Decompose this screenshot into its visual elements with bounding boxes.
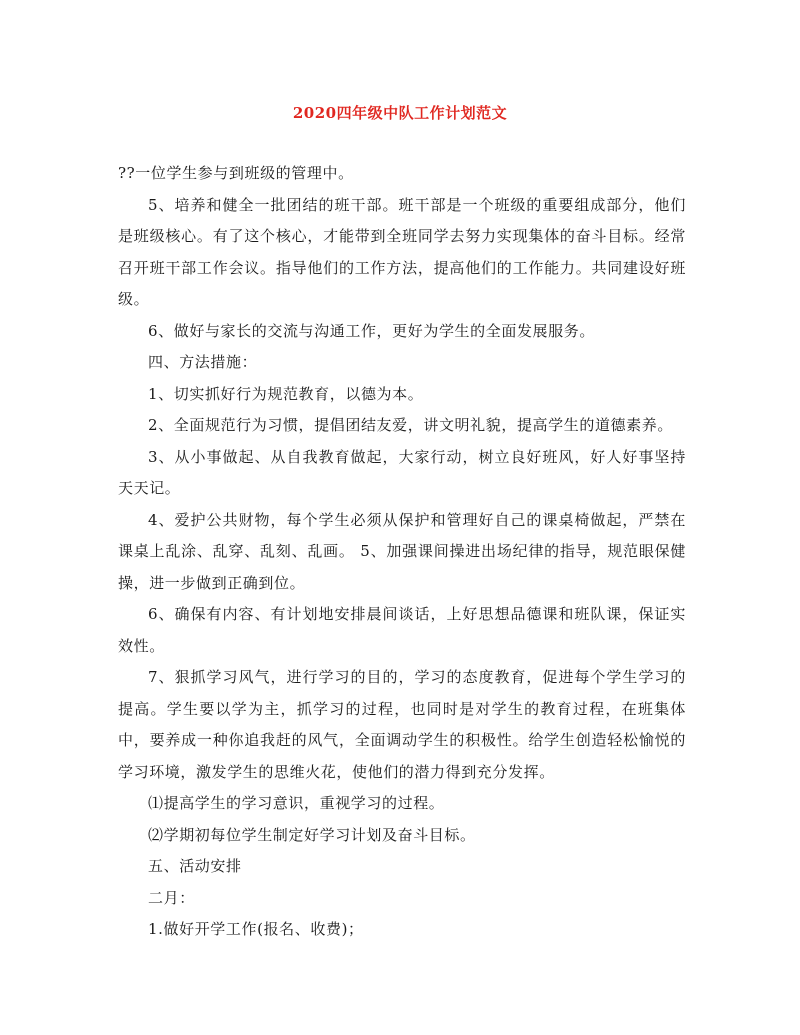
document-title: 2020四年级中队工作计划范文 [292,104,508,122]
document-body [118,158,686,946]
paragraph: 3、从小事做起、从自我教育做起，大家行动，树立良好班风，好人好事坚持天天记。 [118,447,686,497]
paragraph: ⑴提高学生的学习意识，重视学习的过程。 [148,794,445,812]
paragraph: 二月： [148,888,195,907]
paragraph: 1、切实抓好行为规范教育，以德为本。 [148,384,424,403]
paragraph: 6、确保有内容、有计划地安排晨间谈话，上好思想品德课和班队课，保证实效性。 [118,605,686,655]
paragraph: 6、做好与家长的交流与沟通工作，更好为学生的全面发展服务。 [148,321,595,340]
paragraph: 1.做好开学工作(报名、收费)； [148,920,364,938]
paragraph: 4、爱护公共财物，每个学生必须从保护和管理好自己的课桌椅做起，严禁在课桌上乱涂、乱穿、乱刻、乱画。 5、加强课间操进出场纪律的指导，规范眼保健操，进一步做到正确到位。 [118,510,686,592]
paragraph: 7、狠抓学习风气，进行学习的目的，学习的态度教育，促进每个学生学习的提高。学生要以学为主，抓学习的过程，也同时是对学生的教育过程，在班集体中，要养成一种你追我赶的风气，全面调动学生的积极性。给学生创造轻松愉悦的学习环境，激发学生的思维火花，使他们的潜力得到充分发挥。 [118,668,686,781]
paragraph: 五、活动安排 [148,857,242,875]
paragraph: ??一位学生参与到班级的管理中。 [118,164,354,182]
paragraph: ⑵学期初每位学生制定好学习计划及奋斗目标。 [148,825,476,844]
paragraph: 5、培养和健全一批团结的班干部。班干部是一个班级的重要组成部分，他们是班级核心。有了这个核心，才能带到全班同学去努力实现集体的奋斗目标。经常召开班干部工作会议。指导他们的工作方法，提高他们的工作能力。共同建设好班级。 [118,195,686,308]
paragraph: 四、方法措施： [148,353,258,371]
paragraph: 2、全面规范行为习惯，提倡团结友爱，讲文明礼貌，提高学生的道德素养。 [148,416,673,434]
